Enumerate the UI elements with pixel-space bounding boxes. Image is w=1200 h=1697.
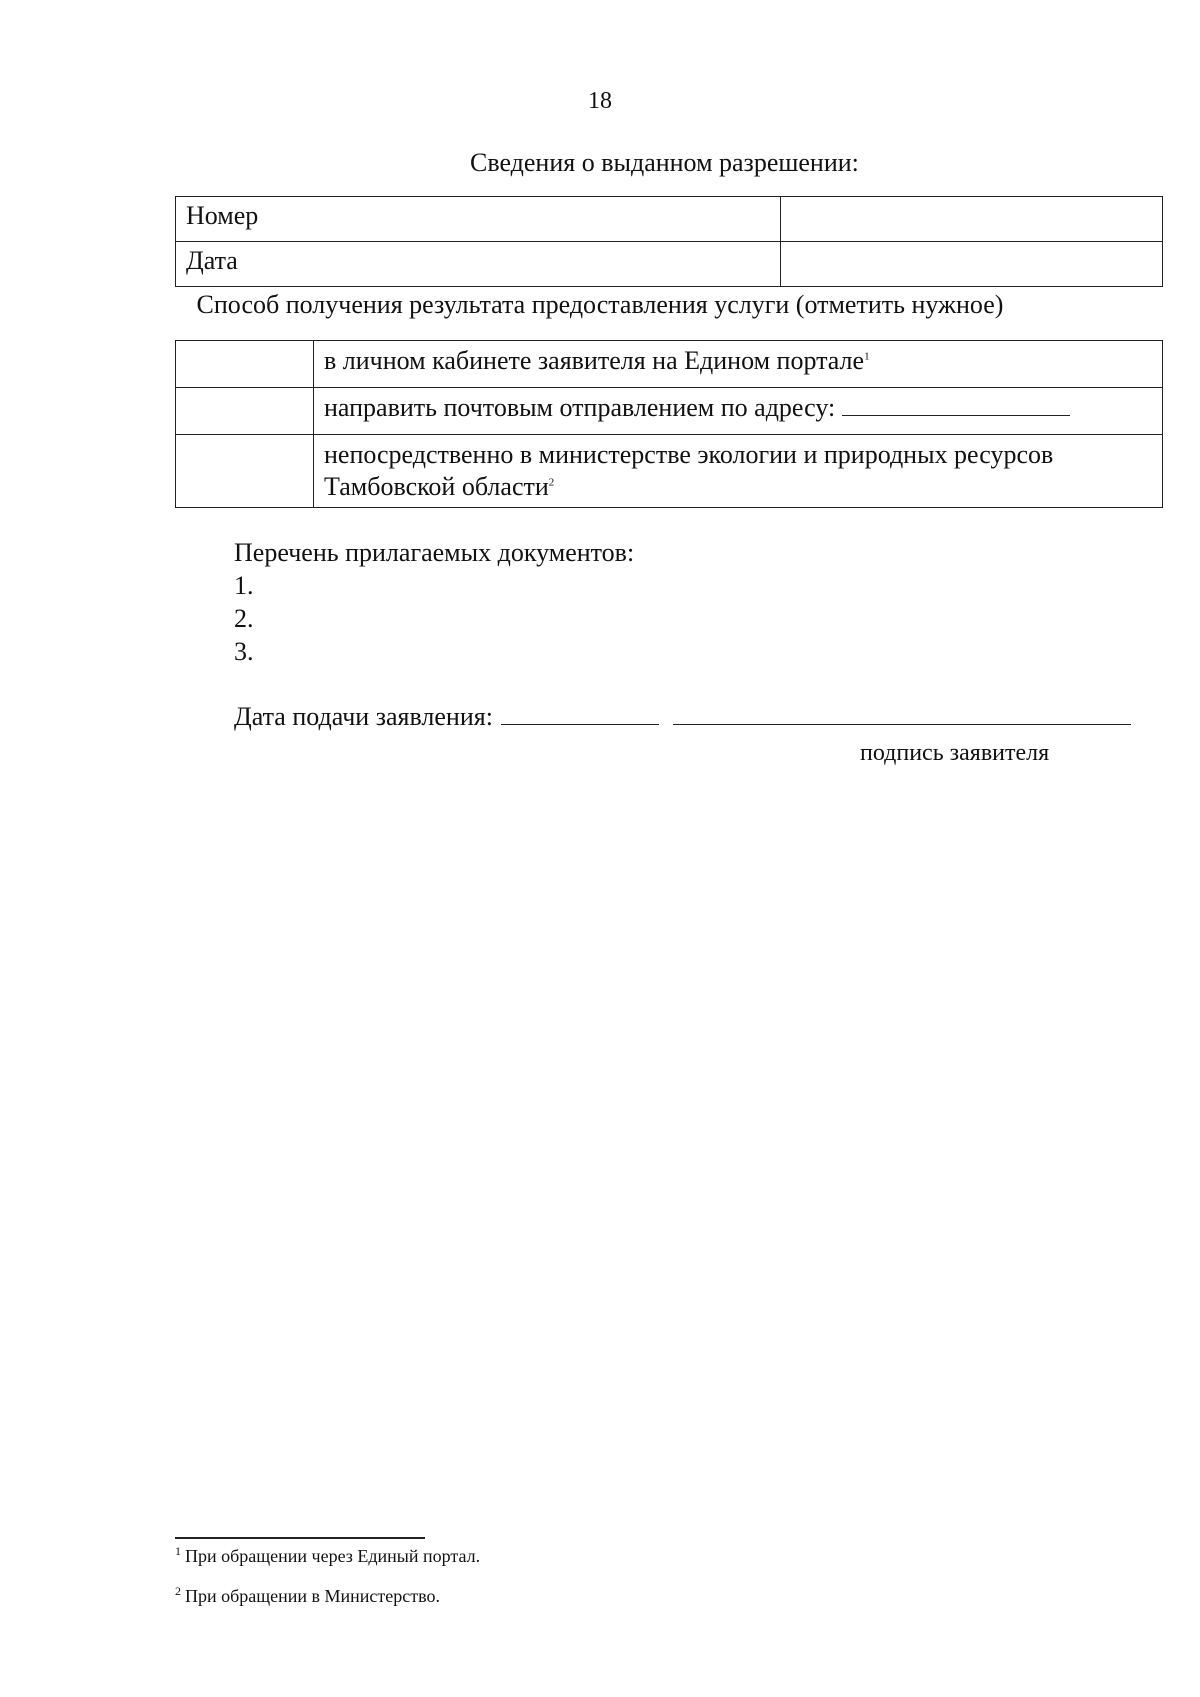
table-row [176, 341, 1163, 388]
list-item: 3. [234, 637, 254, 666]
option-mail-text: направить почтовым отправлением по адресу: [324, 393, 836, 422]
permit-date-value[interactable] [781, 242, 1163, 287]
option-portal-text: в личном кабинете заявителя на Едином портале [324, 346, 865, 375]
documents-list [234, 536, 634, 668]
permit-date-label: Дата [176, 242, 781, 287]
signature-caption: подпись заявителя [860, 740, 1050, 766]
footnote-text: При обращении в Министерство. [185, 1586, 441, 1606]
footnote-mark: 1 [175, 1544, 181, 1558]
permit-table [175, 196, 1163, 287]
signature-blank[interactable] [673, 700, 1131, 725]
footnote-mark: 2 [175, 1584, 181, 1598]
page-number: 18 [588, 88, 612, 114]
option-checkbox-ministry[interactable] [176, 435, 314, 508]
option-ministry-text: непосредственно в министерстве экологии и природных ресурсов Тамбовской области [324, 440, 1054, 501]
footnote-divider [175, 1537, 425, 1539]
option-portal [314, 341, 1163, 388]
list-item: 1. [234, 571, 254, 600]
option-ministry [314, 435, 1163, 508]
table-row [176, 435, 1163, 508]
footnote-2 [175, 1586, 440, 1607]
footnote-ref-1: 1 [864, 350, 870, 363]
table-row [176, 197, 1163, 242]
list-item: 2. [234, 604, 254, 633]
table-row [176, 242, 1163, 287]
submission-date-label: Дата подачи заявления: [234, 702, 493, 731]
footnote-ref-2: 2 [548, 476, 555, 489]
table-row [176, 388, 1163, 435]
permit-section-title: Сведения о выданном разрешении: [470, 148, 859, 177]
method-table [175, 340, 1163, 508]
permit-number-label: Номер [176, 197, 781, 242]
method-section-title: Способ получения результата предоставления услуги (отметить нужное) [196, 290, 1004, 319]
address-blank-line[interactable] [842, 393, 1070, 416]
documents-title: Перечень прилагаемых документов: [234, 538, 635, 567]
option-checkbox-portal[interactable] [176, 341, 314, 388]
permit-number-value[interactable] [781, 197, 1163, 242]
option-mail [314, 388, 1163, 435]
footnote-1 [175, 1546, 480, 1567]
footnote-text: При обращении через Единый портал. [185, 1546, 481, 1566]
option-checkbox-mail[interactable] [176, 388, 314, 435]
submission-date-row [234, 700, 1131, 732]
submission-date-blank[interactable] [501, 700, 659, 725]
